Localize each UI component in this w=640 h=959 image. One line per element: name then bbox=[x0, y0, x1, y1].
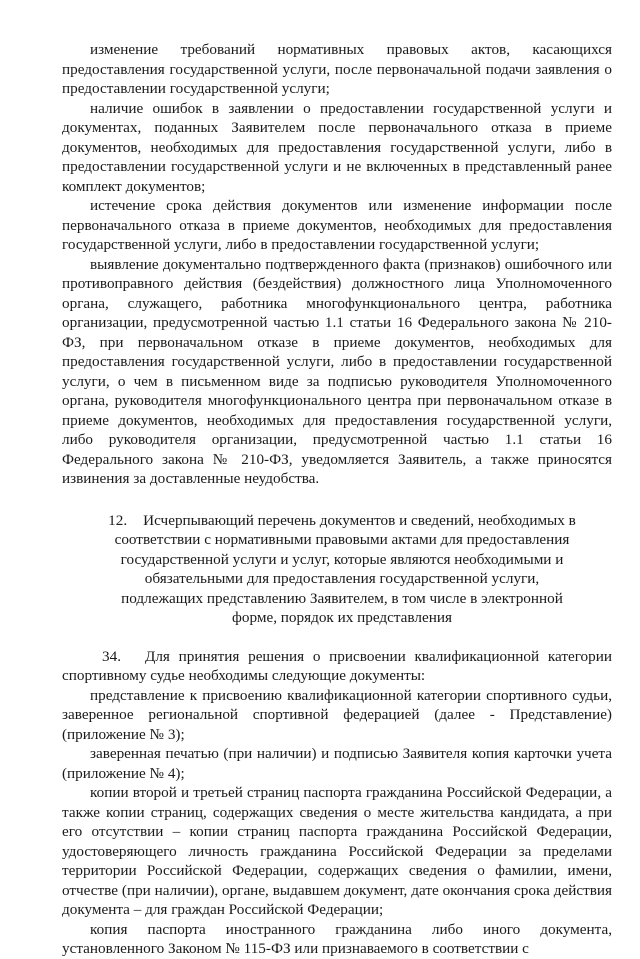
section-title: Исчерпывающий перечень документов и сведений, необходимых в соответствии с нормативными правовыми актами для предоставления государственной услуги и услуг, которые являются необходимыми и обязательными для предоставления государственной услуги, подлежащих представлению Заявителем, в том числе в электронной форме, порядок их представления bbox=[114, 511, 576, 626]
paragraph-foreign-passport: копия паспорта иностранного гражданина либо иного документа, установленного Законом № 115-ФЗ или признаваемого в соответствии с bbox=[62, 920, 612, 957]
section-heading bbox=[62, 511, 612, 628]
paragraph-registration-card: заверенная печатью (при наличии) и подписью Заявителя копия карточки учета (приложение № 4); bbox=[62, 745, 612, 782]
paragraph-submission: представление к присвоению квалификационной категории спортивного судьи, заверенное региональной спортивной федерацией (далее - Представление) (приложение № 3); bbox=[62, 686, 612, 743]
paragraph-documents-expiry: истечение срока действия документов или изменение информации после первоначального отказа в приеме документов, необходимых для предоставления государственной услуги, либо в предоставлении государственной услуги; bbox=[62, 197, 612, 253]
item-34-text: Для принятия решения о присвоении квалификационной категории спортивному судье необходимы следующие документы: bbox=[62, 647, 612, 684]
paragraph-errors-in-application: наличие ошибок в заявлении о предоставлении государственной услуги и документах, поданных Заявителем после первоначального отказа в приеме документов, необходимых для предоставления государственной услуги, либо в предоставлении государственной услуги и не включенных в представленный ранее комплект документов; bbox=[62, 99, 612, 195]
section-number: 12. bbox=[108, 511, 128, 529]
paragraph-requirements-change: изменение требований нормативных правовых актов, касающихся предоставления государственной услуги, после первоначальной подачи заявления о предоставлении государственной услуги; bbox=[62, 41, 612, 97]
paragraph-passport-copies: копии второй и третьей страниц паспорта гражданина Российской Федерации, а также копии страниц, содержащих сведения о месте жительства кандидата, а при его отсутствии – копии страниц паспорта гражданина Российской Федерации, удостоверяющего личность гражданина Российской Федерации за пределами территории Российской Федерации, содержащих сведения о фамилии, имени, отчестве (при наличии), органе, выдавшем документ, дате окончания срока действия документа – для граждан Российской Федерации; bbox=[62, 784, 612, 918]
item-34-number: 34. bbox=[102, 647, 121, 665]
document-page bbox=[62, 40, 612, 959]
paragraph-erroneous-action: выявление документально подтвержденного факта (признаков) ошибочного или противоправного действия (бездействия) должностного лица Уполномоченного органа, служащего, работника многофункционального центра, работника организации, предусмотренной частью 1.1 статьи 16 Федерального закона № 210-ФЗ, при первоначальном отказе в приеме документов, необходимых для предоставления государственной услуги, либо в предоставлении государственной услуги, о чем в письменном виде за подписью руководителя Уполномоченного органа, руководителя многофункционального центра при первоначальном отказе в приеме документов, необходимых для предоставления государственной услуги, либо руководителя организации, предусмотренной частью 1.1 статьи 16 Федерального закона № 210-ФЗ, уведомляется Заявитель, а также приносятся извинения за доставленные неудобства. bbox=[62, 255, 612, 487]
item-34 bbox=[62, 647, 612, 686]
